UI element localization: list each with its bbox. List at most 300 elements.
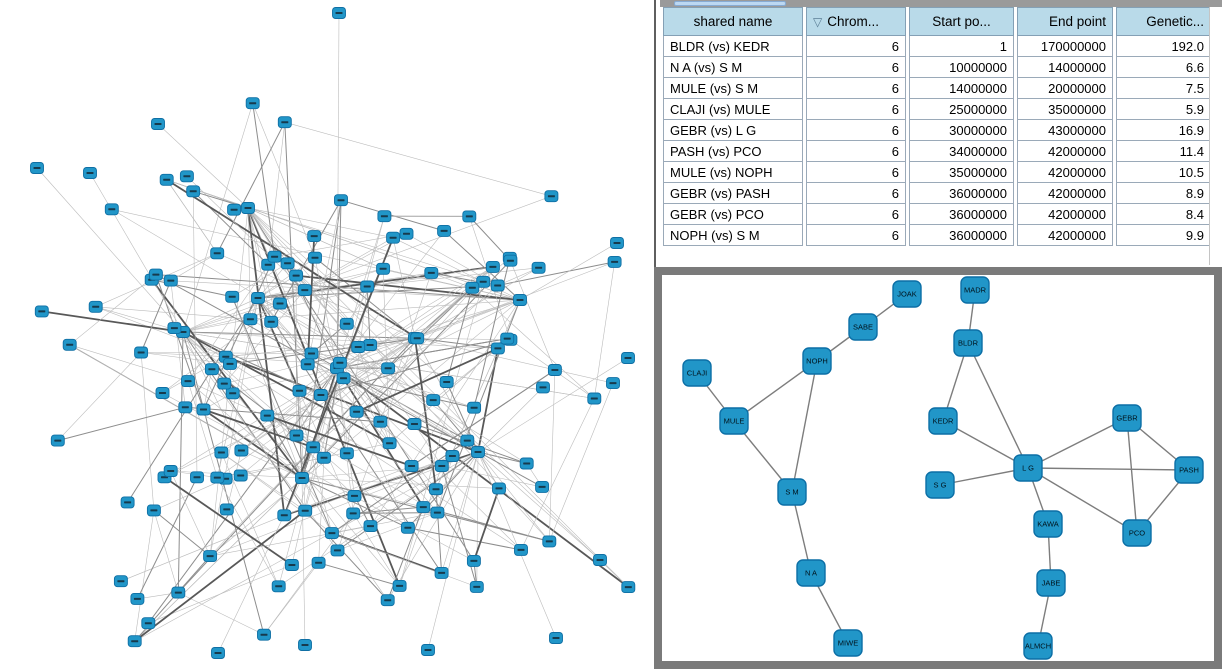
network-node[interactable] (281, 258, 294, 269)
node-label-smudge (207, 555, 214, 557)
subnetwork-node-pco[interactable] (1123, 520, 1151, 546)
network-node[interactable] (532, 262, 545, 273)
network-node[interactable] (435, 567, 448, 578)
network-node[interactable] (622, 582, 635, 593)
cell-start_point: 25000000 (909, 99, 1014, 120)
network-node[interactable] (608, 256, 621, 267)
network-node[interactable] (114, 576, 127, 587)
network-node[interactable] (121, 497, 134, 508)
network-edge[interactable] (187, 176, 305, 290)
cell-end_point: 42000000 (1017, 141, 1113, 162)
filter-icon: ▽ (813, 15, 823, 29)
network-node[interactable] (228, 204, 241, 215)
node-label-smudge (403, 233, 410, 235)
node-label-smudge (167, 280, 174, 282)
network-node[interactable] (378, 211, 391, 222)
network-node[interactable] (393, 580, 406, 591)
network-node[interactable] (425, 267, 438, 278)
network-node[interactable] (246, 98, 259, 109)
network-node[interactable] (187, 186, 200, 197)
network-edge[interactable] (121, 515, 284, 581)
network-node[interactable] (226, 291, 239, 302)
subnetwork-node-pash[interactable] (1175, 457, 1203, 483)
node-label-smudge (281, 121, 288, 123)
network-node[interactable] (152, 119, 165, 130)
network-node[interactable] (611, 238, 624, 249)
network-node[interactable] (333, 357, 346, 368)
network-node[interactable] (504, 255, 517, 266)
node-label-smudge (597, 559, 604, 561)
network-node[interactable] (149, 269, 162, 280)
subnetwork-node-claji[interactable] (683, 360, 711, 386)
network-node[interactable] (268, 251, 281, 262)
network-node[interactable] (491, 343, 504, 354)
node-label-smudge (223, 508, 230, 510)
cell-chromosome: 6 (806, 225, 906, 246)
network-node[interactable] (215, 447, 228, 458)
node-label-smudge (271, 256, 278, 258)
table-horizontal-scrollbar[interactable] (660, 0, 1222, 7)
network-node[interactable] (400, 228, 413, 239)
network-node[interactable] (258, 629, 271, 640)
network-node[interactable] (401, 522, 414, 533)
network-node[interactable] (160, 174, 173, 185)
node-label-smudge (163, 179, 170, 181)
network-edge[interactable] (204, 410, 303, 479)
network-node[interactable] (212, 648, 225, 659)
network-node[interactable] (63, 339, 76, 350)
network-node[interactable] (331, 545, 344, 556)
network-node[interactable] (472, 447, 485, 458)
subnetwork-panel[interactable] (654, 267, 1222, 669)
node-label-smudge (441, 230, 448, 232)
network-node[interactable] (374, 416, 387, 427)
network-node[interactable] (290, 270, 303, 281)
network-node[interactable] (290, 430, 303, 441)
network-edge[interactable] (521, 399, 594, 550)
network-node[interactable] (348, 490, 361, 501)
network-node[interactable] (381, 595, 394, 606)
network-node[interactable] (84, 168, 97, 179)
node-label-smudge (249, 102, 256, 104)
network-node[interactable] (309, 252, 322, 263)
network-node[interactable] (607, 378, 620, 389)
network-edge[interactable] (141, 281, 171, 353)
network-edge[interactable] (58, 353, 141, 441)
network-node[interactable] (299, 505, 312, 516)
subnetwork-edge[interactable] (1127, 418, 1137, 533)
network-node[interactable] (337, 373, 350, 384)
node-label-smudge (281, 514, 288, 516)
network-node[interactable] (211, 472, 224, 483)
node-label-smudge (377, 421, 384, 423)
network-edge[interactable] (250, 300, 520, 319)
cell-chromosome: 6 (806, 120, 906, 141)
subnetwork-edge[interactable] (792, 361, 817, 492)
network-edge[interactable] (478, 452, 600, 560)
subnetwork-node-s-m[interactable] (778, 479, 806, 505)
node-label-smudge (420, 506, 427, 508)
node-label: JOAK (897, 289, 917, 299)
node-label-smudge (551, 369, 558, 371)
network-node[interactable] (244, 314, 257, 325)
subnetwork-edge[interactable] (1028, 418, 1127, 468)
column-header-genetic[interactable] (1116, 7, 1211, 36)
node-label: NOPH (806, 356, 828, 366)
node-label-smudge (334, 549, 341, 551)
cell-chromosome: 6 (806, 36, 906, 57)
node-label-smudge (428, 272, 435, 274)
network-node[interactable] (142, 618, 155, 629)
network-node[interactable] (204, 551, 217, 562)
attribute-table-panel (654, 0, 1222, 267)
network-node[interactable] (299, 640, 312, 651)
node-label-smudge (92, 306, 99, 308)
table-row[interactable] (663, 162, 1211, 183)
cell-start_point: 36000000 (909, 225, 1014, 246)
network-node[interactable] (550, 633, 563, 644)
node-label: BLDR (957, 338, 979, 348)
network-node[interactable] (164, 466, 177, 477)
node-label-smudge (425, 649, 432, 651)
network-node[interactable] (377, 263, 390, 274)
node-label-smudge (438, 465, 445, 467)
node-label: SABE (852, 322, 874, 332)
network-edge[interactable] (171, 471, 210, 556)
network-node[interactable] (467, 555, 480, 566)
network-node[interactable] (252, 293, 265, 304)
network-node[interactable] (491, 280, 504, 291)
scrollbar-thumb[interactable] (674, 1, 786, 6)
network-node[interactable] (89, 301, 102, 312)
node-label-smudge (182, 406, 189, 408)
network-node[interactable] (180, 171, 193, 182)
column-header-start_point[interactable] (909, 7, 1014, 36)
node-label: JABE (1041, 578, 1061, 588)
subnetwork-node-madr[interactable] (961, 277, 989, 303)
node-label-smudge (507, 260, 514, 262)
network-node[interactable] (440, 377, 453, 388)
network-node[interactable] (314, 390, 327, 401)
network-node[interactable] (537, 382, 550, 393)
cell-end_point: 42000000 (1017, 225, 1113, 246)
network-node[interactable] (128, 636, 141, 647)
network-node[interactable] (278, 510, 291, 521)
network-node[interactable] (427, 395, 440, 406)
network-node[interactable] (305, 348, 318, 359)
network-node[interactable] (545, 191, 558, 202)
node-label-smudge (384, 599, 391, 601)
network-node[interactable] (417, 502, 430, 513)
network-node[interactable] (235, 445, 248, 456)
network-node[interactable] (325, 528, 338, 539)
network-node[interactable] (35, 306, 48, 317)
network-edge[interactable] (478, 452, 549, 541)
network-edge[interactable] (90, 173, 183, 332)
network-node[interactable] (352, 342, 365, 353)
node-label-smudge (535, 267, 542, 269)
node-label-smudge (471, 407, 478, 409)
network-node[interactable] (408, 419, 421, 430)
network-node[interactable] (261, 410, 274, 421)
network-node[interactable] (234, 470, 247, 481)
node-label-smudge (288, 564, 295, 566)
network-node[interactable] (156, 388, 169, 399)
network-node[interactable] (242, 203, 255, 214)
network-node[interactable] (422, 645, 435, 656)
network-node[interactable] (461, 435, 474, 446)
node-label: L G (1022, 463, 1034, 473)
network-node[interactable] (135, 347, 148, 358)
table-row[interactable] (663, 204, 1211, 225)
network-node[interactable] (285, 560, 298, 571)
table-row[interactable] (663, 225, 1211, 246)
node-label: N A (804, 568, 818, 578)
node-label-smudge (245, 207, 252, 209)
node-label-smudge (315, 562, 322, 564)
subnetwork-node-kawa[interactable] (1034, 511, 1062, 537)
node-label-smudge (480, 281, 487, 283)
node-label-smudge (299, 477, 306, 479)
network-edge[interactable] (178, 332, 183, 593)
node-label-smudge (494, 347, 501, 349)
network-edge[interactable] (319, 563, 400, 586)
table-row[interactable] (663, 99, 1211, 120)
cell-start_point: 36000000 (909, 183, 1014, 204)
network-edge[interactable] (285, 122, 552, 196)
node-label-smudge (302, 510, 309, 512)
cell-end_point: 42000000 (1017, 183, 1113, 204)
cell-start_point: 30000000 (909, 120, 1014, 141)
subnetwork-node-sabe[interactable] (849, 314, 877, 340)
network-node[interactable] (364, 521, 377, 532)
network-edge[interactable] (58, 407, 186, 440)
node-label-smudge (190, 190, 197, 192)
network-node[interactable] (220, 504, 233, 515)
network-node[interactable] (51, 435, 64, 446)
network-node[interactable] (172, 587, 185, 598)
network-node[interactable] (218, 378, 231, 389)
network-node[interactable] (463, 211, 476, 222)
network-node[interactable] (435, 461, 448, 472)
network-edge[interactable] (158, 124, 248, 208)
node-label-smudge (87, 172, 94, 174)
cell-chromosome: 6 (806, 99, 906, 120)
network-edge[interactable] (341, 200, 444, 231)
node-label-smudge (340, 377, 347, 379)
network-edge[interactable] (141, 353, 154, 511)
table-row[interactable] (663, 141, 1211, 162)
network-node[interactable] (168, 323, 181, 334)
subnetwork-node-miwe[interactable] (834, 630, 862, 656)
network-node[interactable] (468, 402, 481, 413)
cell-end_point: 20000000 (1017, 78, 1113, 99)
column-header-chromosome[interactable] (806, 7, 906, 36)
node-label-smudge (396, 585, 403, 587)
network-edge[interactable] (42, 311, 183, 332)
cell-start_point: 34000000 (909, 141, 1014, 162)
network-edge[interactable] (510, 261, 555, 370)
network-edge[interactable] (332, 533, 477, 587)
network-node[interactable] (493, 483, 506, 494)
network-node[interactable] (296, 473, 309, 484)
node-label: MULE (723, 416, 745, 426)
network-node[interactable] (382, 363, 395, 374)
node-label-smudge (312, 257, 319, 259)
network-node[interactable] (265, 316, 278, 327)
node-label-smudge (293, 435, 300, 437)
network-node[interactable] (588, 393, 601, 404)
network-node[interactable] (205, 364, 218, 375)
network-node[interactable] (318, 452, 331, 463)
node-label-smudge (496, 487, 503, 489)
node-label-smudge (351, 495, 358, 497)
node-label-smudge (159, 392, 166, 394)
node-label-smudge (277, 303, 284, 305)
cell-shared_name: NOPH (vs) S M (663, 225, 803, 246)
cell-shared_name: MULE (vs) S M (663, 78, 803, 99)
network-node[interactable] (164, 275, 177, 286)
network-node[interactable] (274, 298, 287, 309)
network-node[interactable] (364, 340, 377, 351)
network-edge[interactable] (248, 208, 498, 286)
subnetwork-node-jabe[interactable] (1037, 570, 1065, 596)
node-label-smudge (34, 167, 41, 169)
network-node[interactable] (197, 404, 210, 415)
network-node[interactable] (466, 282, 479, 293)
node-label-smudge (367, 344, 374, 346)
network-node[interactable] (515, 544, 528, 555)
table-row[interactable] (663, 36, 1211, 57)
right-column (654, 0, 1222, 669)
node-label-smudge (328, 532, 335, 534)
column-header-end_point[interactable] (1017, 7, 1113, 36)
column-header-shared_name[interactable] (663, 7, 803, 36)
cell-chromosome: 6 (806, 204, 906, 225)
network-edge[interactable] (436, 489, 442, 573)
network-node[interactable] (182, 376, 195, 387)
network-node[interactable] (347, 508, 360, 519)
node-label-smudge (167, 470, 174, 472)
network-node[interactable] (446, 451, 459, 462)
network-node[interactable] (308, 231, 321, 242)
network-node[interactable] (431, 507, 444, 518)
network-node[interactable] (387, 232, 400, 243)
network-node[interactable] (278, 117, 291, 128)
network-node[interactable] (224, 358, 237, 369)
subnetwork-node-gebr[interactable] (1113, 405, 1141, 431)
cell-genetic: 7.5 (1116, 78, 1211, 99)
network-node[interactable] (31, 163, 44, 174)
table-right-gutter (1209, 7, 1222, 265)
network-node[interactable] (405, 461, 418, 472)
network-edge[interactable] (70, 275, 156, 345)
subnetwork-node-n-a[interactable] (797, 560, 825, 586)
network-node[interactable] (411, 333, 424, 344)
network-node[interactable] (622, 353, 635, 364)
subnetwork-node-mule[interactable] (720, 408, 748, 434)
network-edge[interactable] (135, 511, 306, 642)
node-label-smudge (385, 367, 392, 369)
network-node[interactable] (361, 281, 374, 292)
network-edge[interactable] (549, 383, 613, 541)
network-edge[interactable] (154, 510, 210, 556)
network-node[interactable] (307, 442, 320, 453)
cell-chromosome: 6 (806, 183, 906, 204)
network-node[interactable] (383, 438, 396, 449)
network-node[interactable] (147, 505, 160, 516)
network-node[interactable] (536, 481, 549, 492)
network-node[interactable] (131, 593, 144, 604)
network-node[interactable] (272, 581, 285, 592)
network-node[interactable] (543, 536, 556, 547)
network-node[interactable] (594, 555, 607, 566)
subnetwork-node-joak[interactable] (893, 281, 921, 307)
subnetwork-node-bldr[interactable] (954, 330, 982, 356)
network-edge[interactable] (70, 345, 188, 381)
network-node[interactable] (438, 225, 451, 236)
node-label-smudge (222, 356, 229, 358)
network-node[interactable] (486, 261, 499, 272)
node-label-smudge (293, 275, 300, 277)
network-node[interactable] (179, 402, 192, 413)
cell-genetic: 5.9 (1116, 99, 1211, 120)
network-node[interactable] (335, 195, 348, 206)
network-node[interactable] (301, 359, 314, 370)
subnetwork-canvas[interactable] (662, 275, 1214, 661)
node-label-smudge (221, 383, 228, 385)
node-label-smudge (438, 572, 445, 574)
network-node[interactable] (105, 204, 118, 215)
network-node[interactable] (548, 365, 561, 376)
network-node[interactable] (514, 295, 527, 306)
network-node[interactable] (312, 557, 325, 568)
subnetwork-node-l-g[interactable] (1014, 455, 1042, 481)
node-label-smudge (208, 368, 215, 370)
table-row[interactable] (663, 57, 1211, 78)
cell-shared_name: BLDR (vs) KEDR (663, 36, 803, 57)
subnetwork-node-kedr[interactable] (929, 408, 957, 434)
network-node[interactable] (350, 406, 363, 417)
table-row[interactable] (663, 120, 1211, 141)
subnetwork-node-noph[interactable] (803, 348, 831, 374)
table-row[interactable] (663, 183, 1211, 204)
network-edge[interactable] (37, 168, 183, 332)
network-node[interactable] (340, 318, 353, 329)
network-edge[interactable] (141, 353, 230, 364)
subnetwork-edge[interactable] (968, 343, 1028, 468)
node-label-smudge (473, 586, 480, 588)
network-edge[interactable] (268, 122, 285, 265)
network-node[interactable] (470, 581, 483, 592)
network-node[interactable] (501, 333, 514, 344)
subnetwork-edge[interactable] (1028, 468, 1189, 470)
network-node[interactable] (191, 472, 204, 483)
network-node[interactable] (211, 248, 224, 259)
network-node[interactable] (430, 484, 443, 495)
subnetwork-node-s-g[interactable] (926, 472, 954, 498)
network-node[interactable] (340, 448, 353, 459)
table-row[interactable] (663, 78, 1211, 99)
subnetwork-node-almch[interactable] (1024, 633, 1052, 659)
network-node[interactable] (298, 285, 311, 296)
node-label-smudge (364, 286, 371, 288)
cell-end_point: 43000000 (1017, 120, 1113, 141)
network-node[interactable] (293, 385, 306, 396)
network-edge[interactable] (250, 238, 393, 320)
network-node[interactable] (333, 8, 346, 19)
network-node[interactable] (520, 458, 533, 469)
